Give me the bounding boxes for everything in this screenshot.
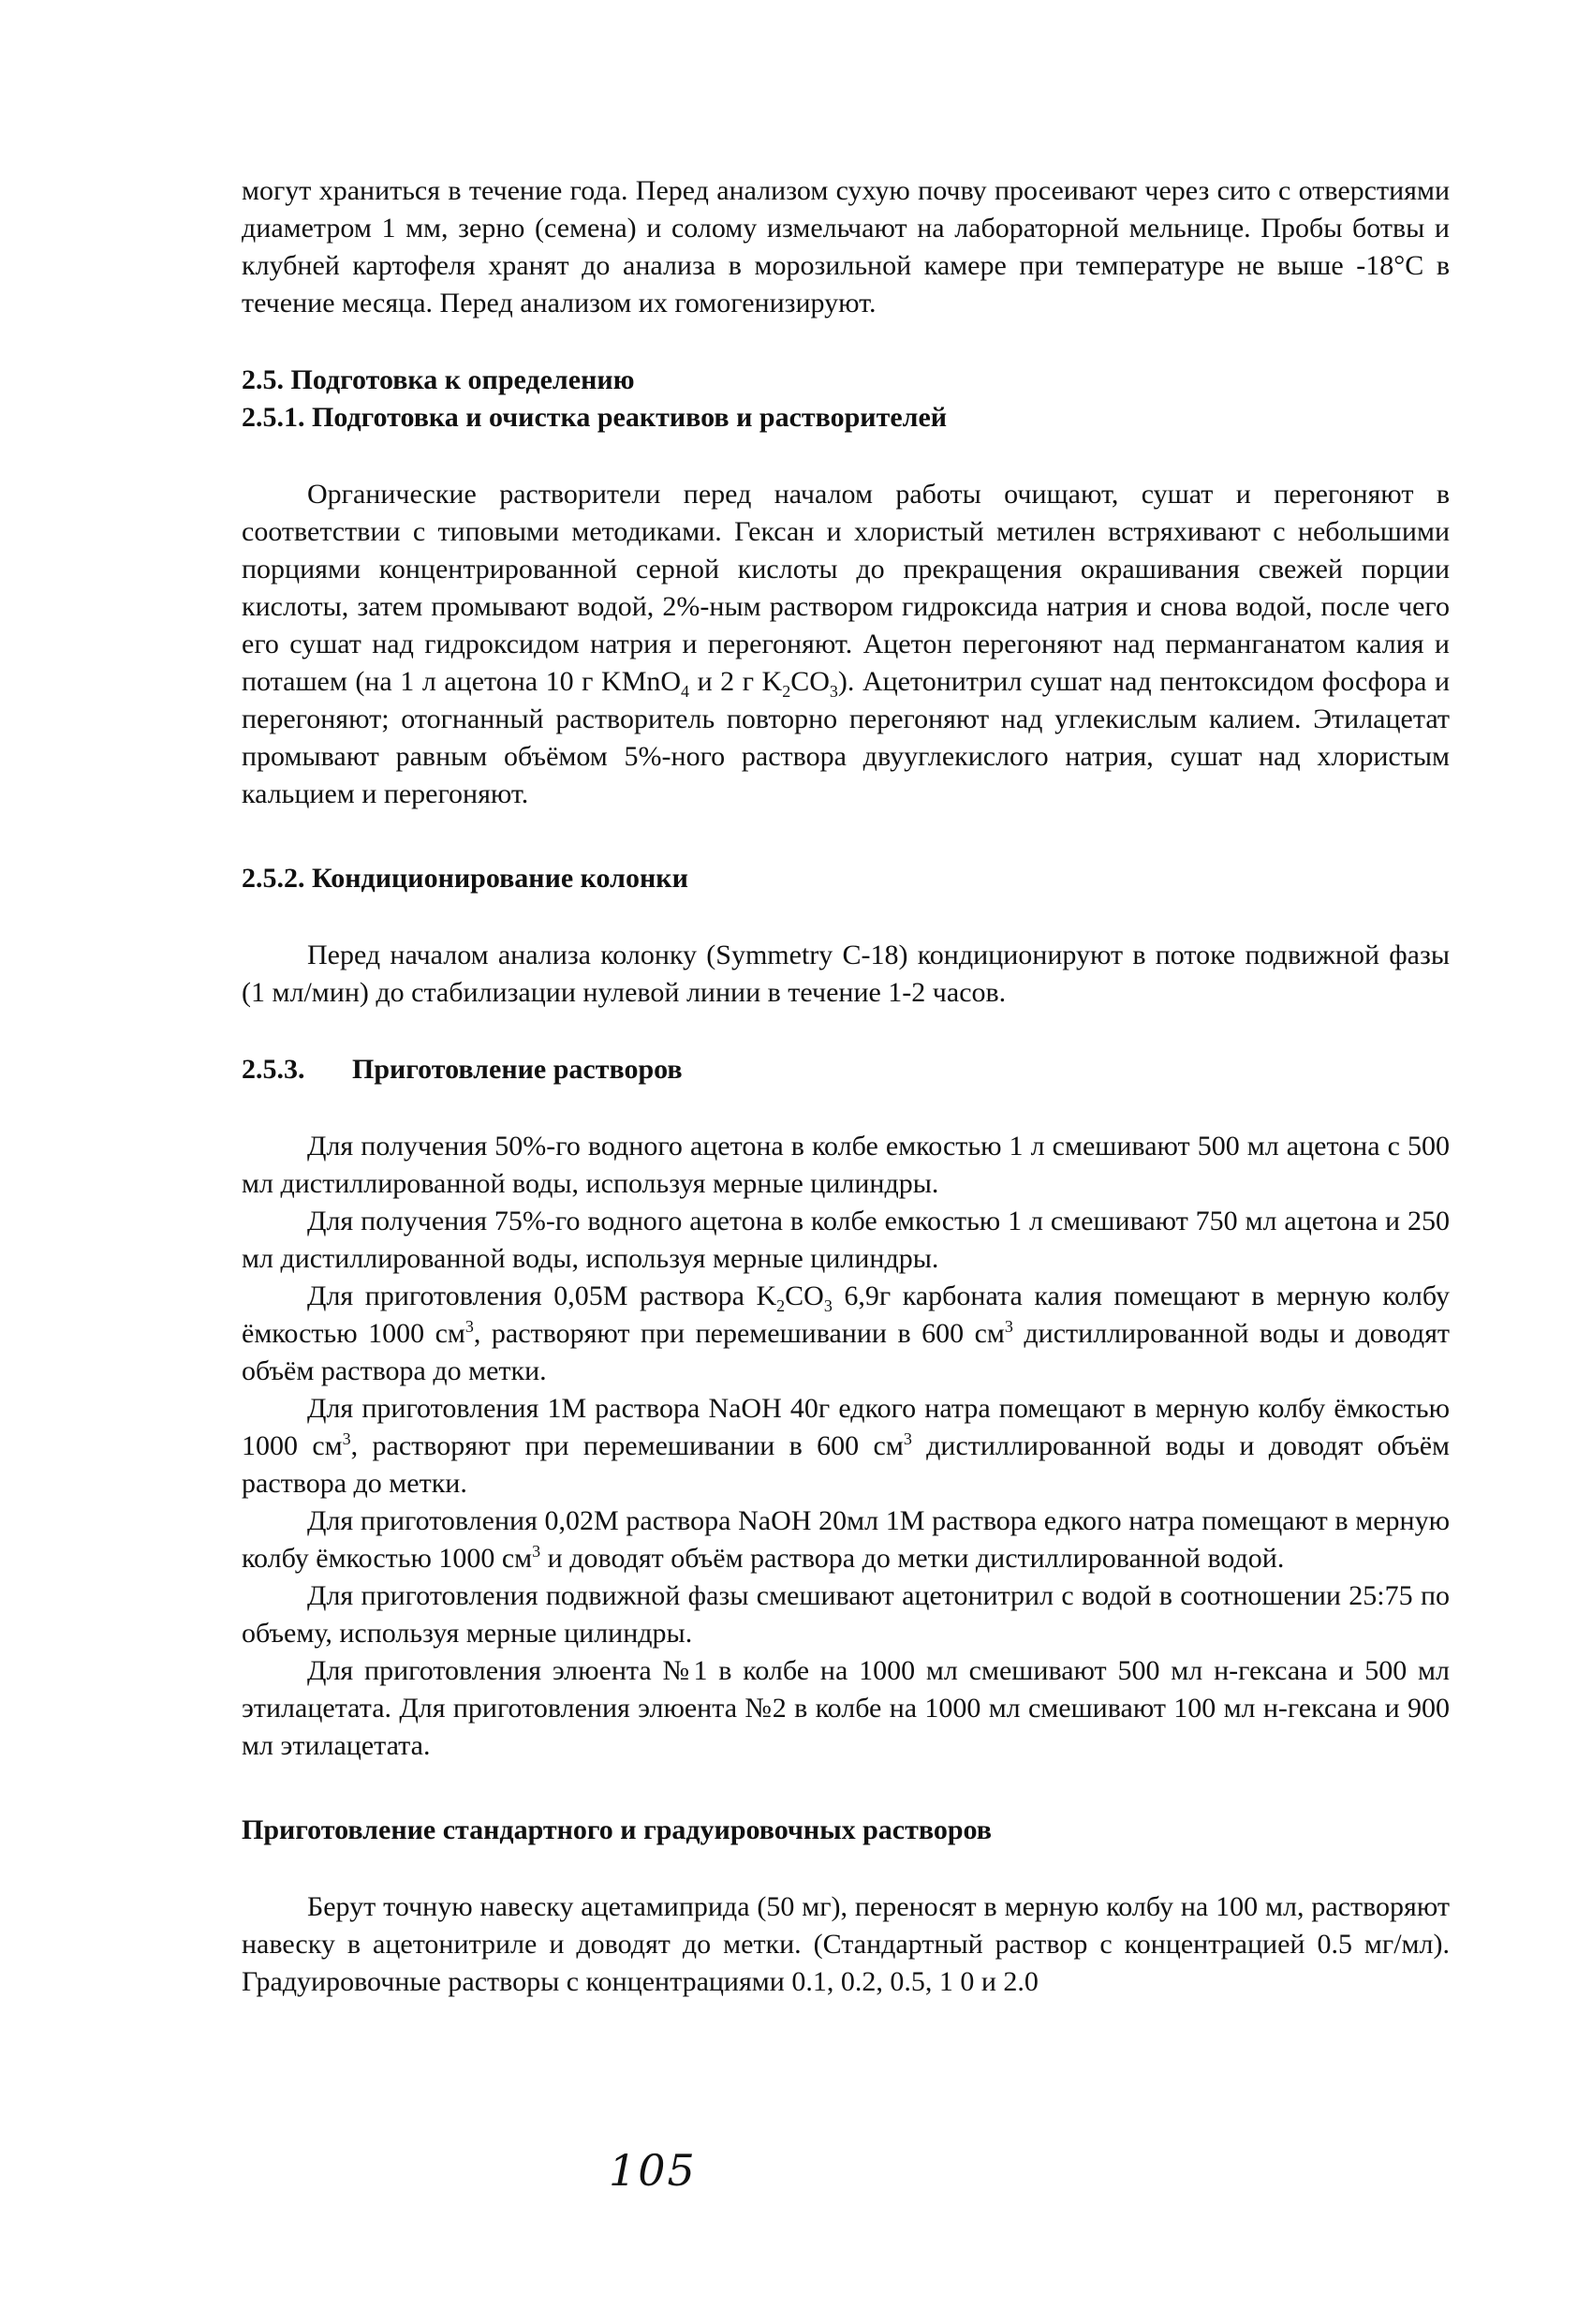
column-conditioning-paragraph: Перед началом анализа колонку (Symmetry C-18) кондиционируют в потоке подвижной фазы (1 мл/мин) до стабилизации нулевой линии в течение 1-2 часов. xyxy=(242,940,1450,1008)
section-heading-2-5: 2.5. Подготовка к определению xyxy=(242,364,635,395)
section-heading-2-5-1: 2.5.1. Подготовка и очистка реактивов и растворителей xyxy=(242,402,948,433)
solution-paragraph-naoh-002m: Для приготовления 0,02М раствора NaOH 20мл 1М раствора едкого натра помещают в мерную колбу ёмкостью 1000 $см^3$ и доводят объём раствора до метки дистиллированной водой. xyxy=(242,1505,1450,1574)
page-content xyxy=(242,172,1450,2001)
solution-paragraph-naoh-1m: Для приготовления 1М раствора NaOH 40г едкого натра помещают в мерную колбу ёмкостью 1000 $см^3$, растворяют при перемешивании в 600 $см^3$ дистиллированной воды и доводят объём раствора до метки. xyxy=(242,1393,1451,1499)
solution-paragraph-k2co3: Для приготовления 0,05М раствора $K_2CO_3$ 6,9г карбоната калия помещают в мерную колбу ёмкостью 1000 $см^3$, растворяют при перемешивании в 600 $см^3$ дистиллированной воды и доводят объём раствора до метки. xyxy=(242,1280,1450,1386)
section-heading-2-5-3: 2.5.3. Приготовление растворов xyxy=(242,1054,683,1085)
standards-paragraph: Берут точную навеску ацетамиприда (50 мг), переносят в мерную колбу на 100 мл, растворяют навеску в ацетонитриле и доводят до метки. (Стандартный раствор с концентрацией 0.5 мг/мл). Градуировочные растворы с концентрациями 0.1, 0.2, 0.5, 1 0 и 2.0 xyxy=(242,1891,1450,1997)
section-heading-standards: Приготовление стандартного и градуировочных растворов xyxy=(242,1814,992,1845)
solution-paragraph-acetone-50: Для получения 50%-го водного ацетона в колбе емкостью 1 л смешивают 500 мл ацетона с 500 мл дистиллированной воды, используя мерные цилиндры. xyxy=(242,1131,1450,1199)
page-number: 105 xyxy=(609,2145,697,2196)
intro-paragraph: могут храниться в течение года. Перед анализом сухую почву просеивают через сито с отверстиями диаметром 1 мм, зерно (семена) и солому измельчают на лабораторной мельнице. Пробы ботвы и клубней картофеля хранят до анализа в морозильной камере при температуре не выше -18°С в течение месяца. Перед анализом их гомогенизируют. xyxy=(242,175,1450,318)
solution-paragraph-mobile-phase: Для приготовления подвижной фазы смешивают ацетонитрил с водой в соотношении 25:75 по объему, используя мерные цилиндры. xyxy=(242,1580,1450,1649)
solution-paragraph-eluents: Для приготовления элюента №1 в колбе на 1000 мл смешивают 500 мл н-гексана и 500 мл этилацетата. Для приготовления элюента №2 в колбе на 1000 мл смешивают 100 мл н-гексана и 900 мл этилацетата. xyxy=(242,1655,1450,1761)
solvents-paragraph: Органические растворители перед началом работы очищают, сушат и перегоняют в соответствии с типовыми методиками. Гексан и хлористый метилен встряхивают с небольшими порциями концентрированной серной кислоты до прекращения окрашивания свежей порции кислоты, затем промывают водой, 2%-ным раствором гидроксида натрия и снова водой, после чего его сушат над гидроксидом натрия и перегоняют. Ацетон перегоняют над перманганатом калия и поташем (на 1 л ацетона 10 г KMnO$_4$ и 2 г $K_2CO_3$). Ацетонитрил сушат над пентоксидом фосфора и перегоняют; отогнанный растворитель повторно перегоняют над углекислым калием. Этилацетат промывают равным объёмом 5%-ного раствора двууглекислого натрия, сушат над хлористым кальцием и перегоняют. xyxy=(242,479,1450,809)
solution-paragraph-acetone-75: Для получения 75%-го водного ацетона в колбе емкостью 1 л смешивают 750 мл ацетона и 250 мл дистиллированной воды, используя мерные цилиндры. xyxy=(242,1206,1450,1274)
section-heading-2-5-2: 2.5.2. Кондиционирование колонки xyxy=(242,863,688,894)
